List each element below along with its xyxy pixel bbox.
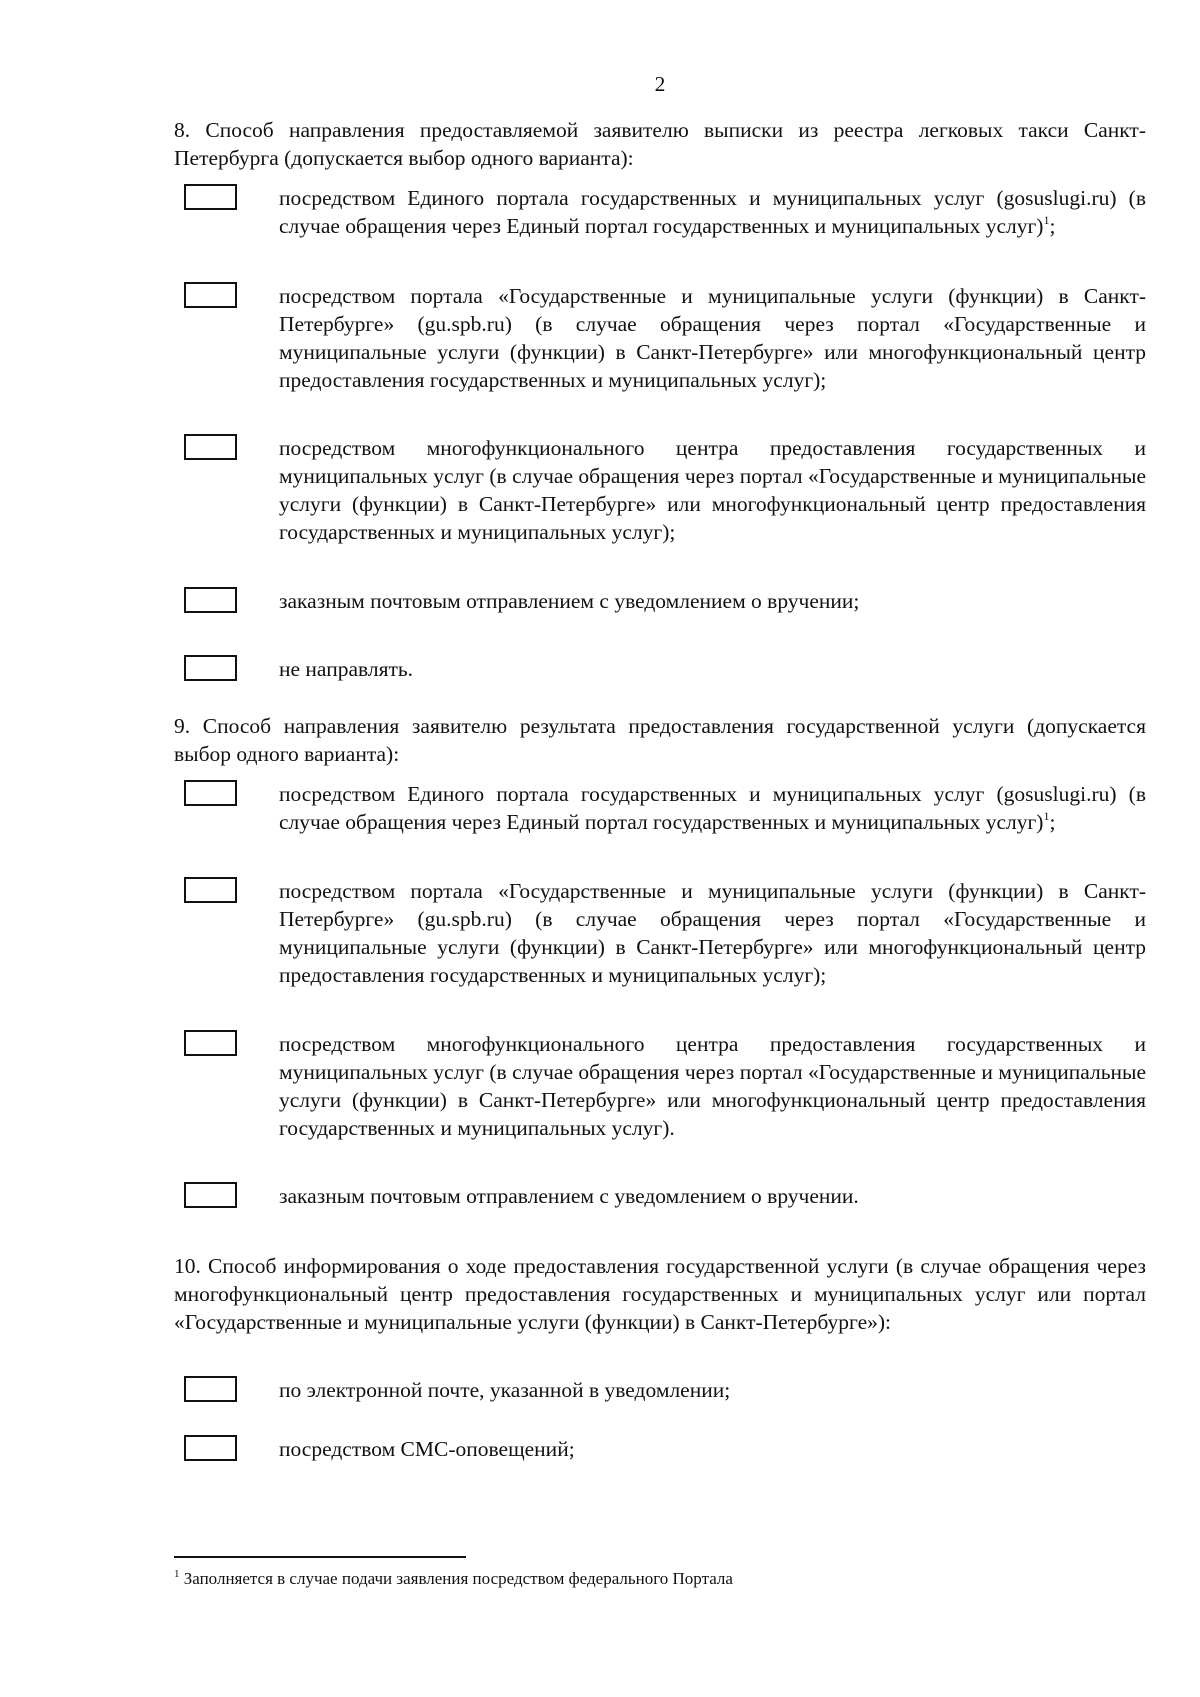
footnote-ref: 1 [1043,809,1050,823]
checkbox[interactable] [184,1435,237,1461]
checkbox[interactable] [184,1030,237,1056]
footnote [174,1568,733,1590]
option-text: посредством Единого портала государственных и муниципальных услуг (gosuslugi.ru) (в случае обращения через Единый портал государственных и муниципальных услуг)$^1$; [279,782,1146,834]
footnote-marker: 1 [174,1568,180,1580]
footnote-divider [174,1556,466,1558]
option-text: заказным почтовым отправлением с уведомлением о вручении; [279,589,860,613]
page-number: 2 [654,72,666,96]
checkbox[interactable] [184,587,237,613]
checkbox[interactable] [184,184,237,210]
checkbox[interactable] [184,877,237,903]
section-8-heading: 8. Способ направления предоставляемой заявителю выписки из реестра легковых такси Санкт-Петербурга (допускается выбор одного варианта): [174,118,1146,170]
option-text: заказным почтовым отправлением с уведомлением о вручении. [279,1184,859,1208]
option-text: посредством Единого портала государственных и муниципальных услуг (gosuslugi.ru) (в случае обращения через Единый портал государственных и муниципальных услуг)$^1$; [279,186,1146,238]
option-text: посредством многофункционального центра предоставления государственных и муниципальных услуг (в случае обращения через портал «Государственные и муниципальные услуги (функции) в Санкт-Петербурге» или многофункциональный центр предоставления государственных и муниципальных услуг); [279,436,1146,544]
checkbox[interactable] [184,780,237,806]
section-10-heading: 10. Способ информирования о ходе предоставления государственной услуги (в случае обращения через многофункциональный центр предоставления государственных и муниципальных услуг или портал «Государственные и муниципальные услуги (функции) в Санкт-Петербурге»): [174,1254,1146,1334]
option-text: посредством портала «Государственные и муниципальные услуги (функции) в Санкт-Петербурге» (gu.spb.ru) (в случае обращения через портал «Государственные и муниципальные услуги (функции) в Санкт-Петербурге» или многофункциональный центр предоставления государственных и муниципальных услуг); [279,879,1146,987]
section-9-heading: 9. Способ направления заявителю результата предоставления государственной услуги (допускается выбор одного варианта): [174,714,1146,766]
checkbox[interactable] [184,434,237,460]
checkbox[interactable] [184,1182,237,1208]
footnote-text: Заполняется в случае подачи заявления посредством федерального Портала [183,1569,733,1588]
checkbox[interactable] [184,655,237,681]
option-text: посредством портала «Государственные и муниципальные услуги (функции) в Санкт-Петербурге» (gu.spb.ru) (в случае обращения через портал «Государственные и муниципальные услуги (функции) в Санкт-Петербурге» или многофункциональный центр предоставления государственных и муниципальных услуг); [279,284,1146,392]
checkbox[interactable] [184,1376,237,1402]
checkbox[interactable] [184,282,237,308]
option-text: посредством СМС-оповещений; [279,1437,575,1461]
footnote-ref: 1 [1043,213,1050,227]
option-text: посредством многофункционального центра предоставления государственных и муниципальных услуг (в случае обращения через портал «Государственные и муниципальные услуги (функции) в Санкт-Петербурге» или многофункциональный центр предоставления государственных и муниципальных услуг). [279,1032,1146,1140]
option-text: по электронной почте, указанной в уведомлении; [279,1378,731,1402]
option-text: не направлять. [279,657,414,681]
